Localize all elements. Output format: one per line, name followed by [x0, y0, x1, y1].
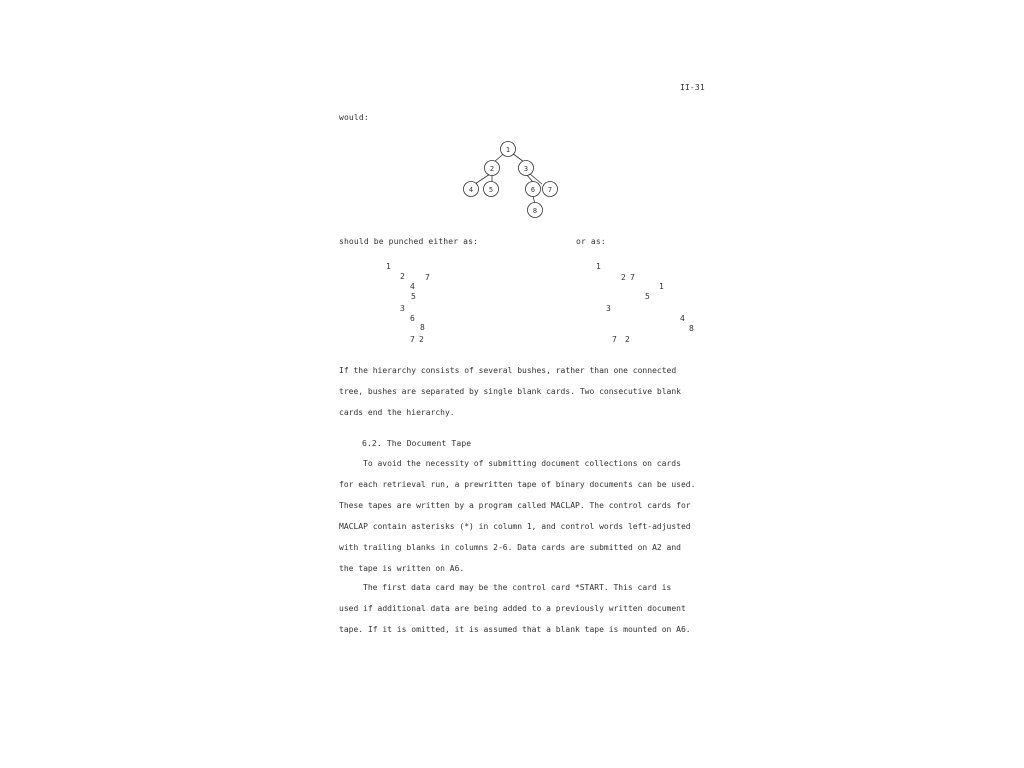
- right-layout-item: 2: [625, 335, 630, 344]
- tree-label: 8: [532, 207, 538, 215]
- left-layout-item: 7: [410, 335, 415, 344]
- text-line: If the hierarchy consists of several bushes, rather than one connected: [339, 366, 677, 375]
- left-layout-item: 3: [400, 304, 405, 313]
- right-layout-item: 7: [630, 273, 635, 282]
- tree-label: 4: [468, 186, 474, 194]
- left-layout-item: 7: [425, 273, 430, 282]
- tree-diagram: [458, 138, 568, 228]
- intro-word: would:: [339, 113, 369, 122]
- text-line: with trailing blanks in columns 2-6. Data cards are submitted on A2 and: [339, 543, 681, 552]
- text-line: cards end the hierarchy.: [339, 408, 455, 417]
- right-layout-item: 5: [645, 292, 650, 301]
- paragraph-start-card: [339, 577, 709, 640]
- left-layout-item: 8: [420, 323, 425, 332]
- text-line: tape. If it is omitted, it is assumed that a blank tape is mounted on A6.: [339, 625, 691, 634]
- text-line: for each retrieval run, a prewritten tape of binary documents can be used.: [339, 480, 696, 489]
- text-line: These tapes are written by a program called MACLAP. The control cards for: [339, 501, 691, 510]
- left-layout-item: 4: [410, 282, 415, 291]
- text-line: The first data card may be the control card *START. This card is: [363, 583, 672, 592]
- tree-label: 5: [488, 186, 494, 194]
- tree-label: 2: [489, 165, 495, 173]
- tree-label: 3: [523, 165, 529, 173]
- paragraph-hierarchy: [339, 360, 709, 423]
- tree-label: 6: [530, 186, 536, 194]
- right-layout-item: 2: [621, 273, 626, 282]
- text-line: tree, bushes are separated by single blank cards. Two consecutive blank: [339, 387, 681, 396]
- left-layout-item: 2: [400, 272, 405, 281]
- text-line: the tape is written on A6.: [339, 564, 465, 573]
- left-layout-item: 5: [411, 292, 416, 301]
- right-layout-item: 3: [606, 304, 611, 313]
- right-layout-item: 1: [596, 262, 601, 271]
- left-layout-item: 2: [419, 335, 424, 344]
- right-layout-item: 1: [659, 282, 664, 291]
- page-number: II-31: [680, 83, 705, 92]
- text-line: MACLAP contain asterisks (*) in column 1, and control words left-adjusted: [339, 522, 691, 531]
- right-layout-item: 4: [680, 314, 685, 323]
- paragraph-document-tape: [339, 453, 709, 579]
- tree-label: 1: [505, 146, 511, 154]
- section-heading: 6.2. The Document Tape: [362, 439, 472, 448]
- right-layout-item: 7: [612, 335, 617, 344]
- punched-either-caption: should be punched either as:: [339, 237, 479, 246]
- left-layout-item: 6: [410, 314, 415, 323]
- text-line: To avoid the necessity of submitting document collections on cards: [363, 459, 681, 468]
- or-as-caption: or as:: [576, 237, 606, 246]
- tree-label: 7: [547, 186, 553, 194]
- text-line: used if additional data are being added to a previously written document: [339, 604, 686, 613]
- left-layout-item: 1: [386, 262, 391, 271]
- right-layout-item: 8: [689, 324, 694, 333]
